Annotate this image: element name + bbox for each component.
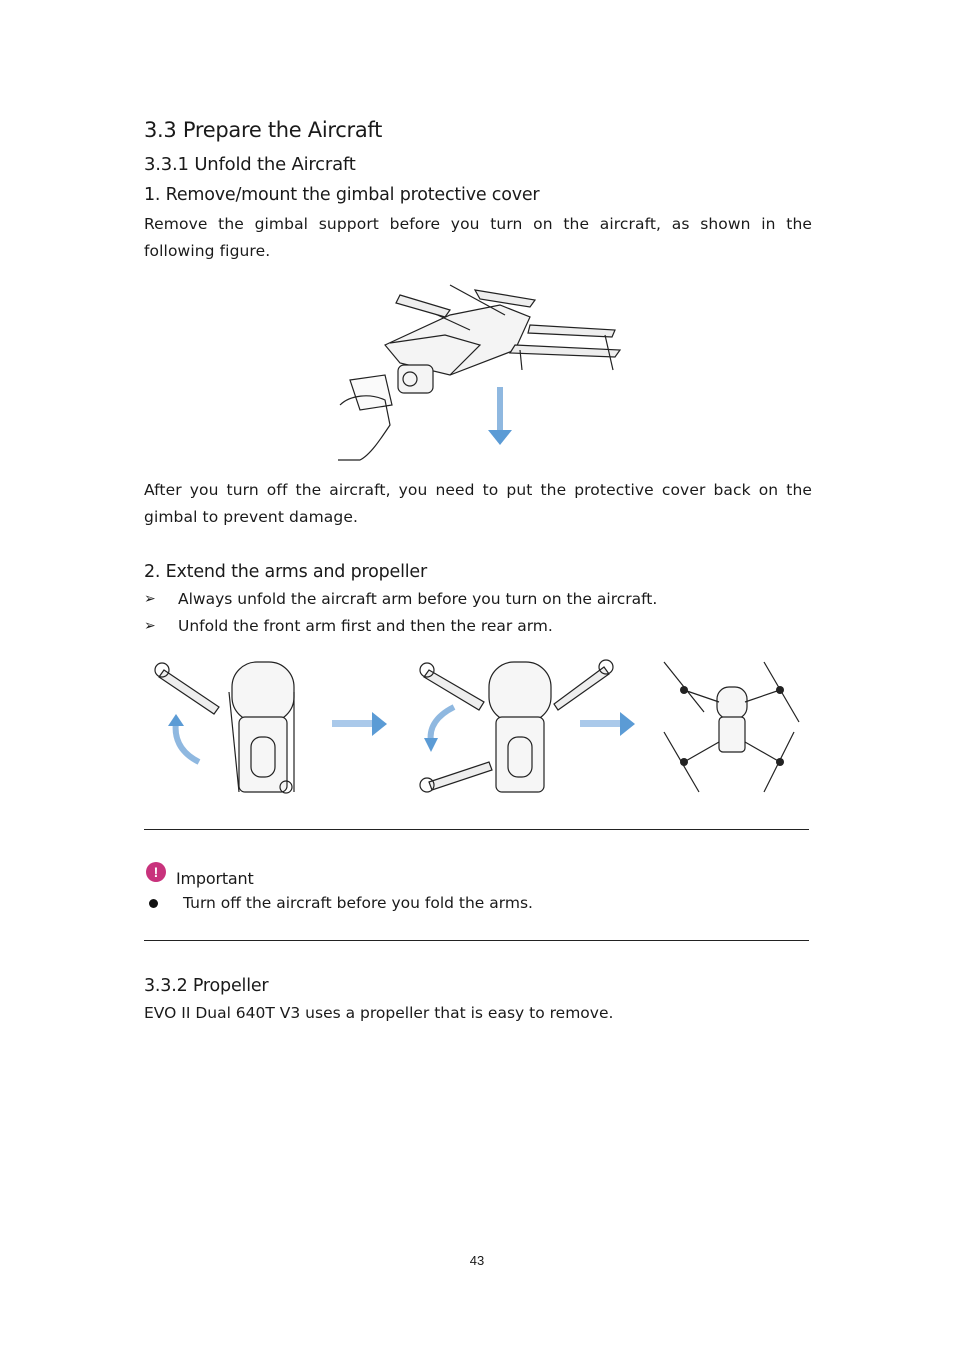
step2-heading: 2. Extend the arms and propeller xyxy=(144,562,427,582)
down-arrow-icon xyxy=(488,387,512,445)
step2-bullet-2 xyxy=(144,617,553,635)
exclamation-circle-icon: ! xyxy=(146,862,166,882)
important-text: Turn off the aircraft before you fold the arms. xyxy=(183,894,533,912)
important-label: Important xyxy=(176,869,254,888)
step1-after: After you turn off the aircraft, you need to put the protective cover back on the gimbal to prevent damage. xyxy=(144,481,812,526)
important-item xyxy=(144,894,533,912)
bullet-text: Unfold the front arm first and then the rear arm. xyxy=(178,617,553,635)
arrow-bullet-icon: ➢ xyxy=(144,618,156,634)
step1-heading: 1. Remove/mount the gimbal protective cover xyxy=(144,185,540,205)
subsection-title: 3.3.1 Unfold the Aircraft xyxy=(144,154,356,175)
gimbal-cover-figure xyxy=(330,275,630,465)
curved-down-arrow-icon xyxy=(424,707,454,752)
arrow-bullet-icon: ➢ xyxy=(144,591,156,607)
section-title: 3.3 Prepare the Aircraft xyxy=(144,118,383,142)
propeller-heading: 3.3.2 Propeller xyxy=(144,976,269,996)
right-arrow-icon xyxy=(580,712,635,736)
right-arrow-icon xyxy=(332,712,387,736)
dot-bullet-icon xyxy=(149,899,158,908)
curved-up-arrow-icon xyxy=(168,714,199,762)
notice-bottom-rule xyxy=(144,940,809,941)
bullet-text: Always unfold the aircraft arm before you turn on the aircraft. xyxy=(178,590,658,608)
step2-bullet-1 xyxy=(144,590,657,608)
arm-unfold-figure xyxy=(144,652,809,800)
notice-top-rule xyxy=(144,829,809,830)
propeller-text: EVO II Dual 640T V3 uses a propeller that is easy to remove. xyxy=(144,1004,614,1022)
page-number: 43 xyxy=(469,1253,485,1268)
step1-intro: Remove the gimbal support before you turn on the aircraft, as shown in the following figure. xyxy=(144,215,812,260)
